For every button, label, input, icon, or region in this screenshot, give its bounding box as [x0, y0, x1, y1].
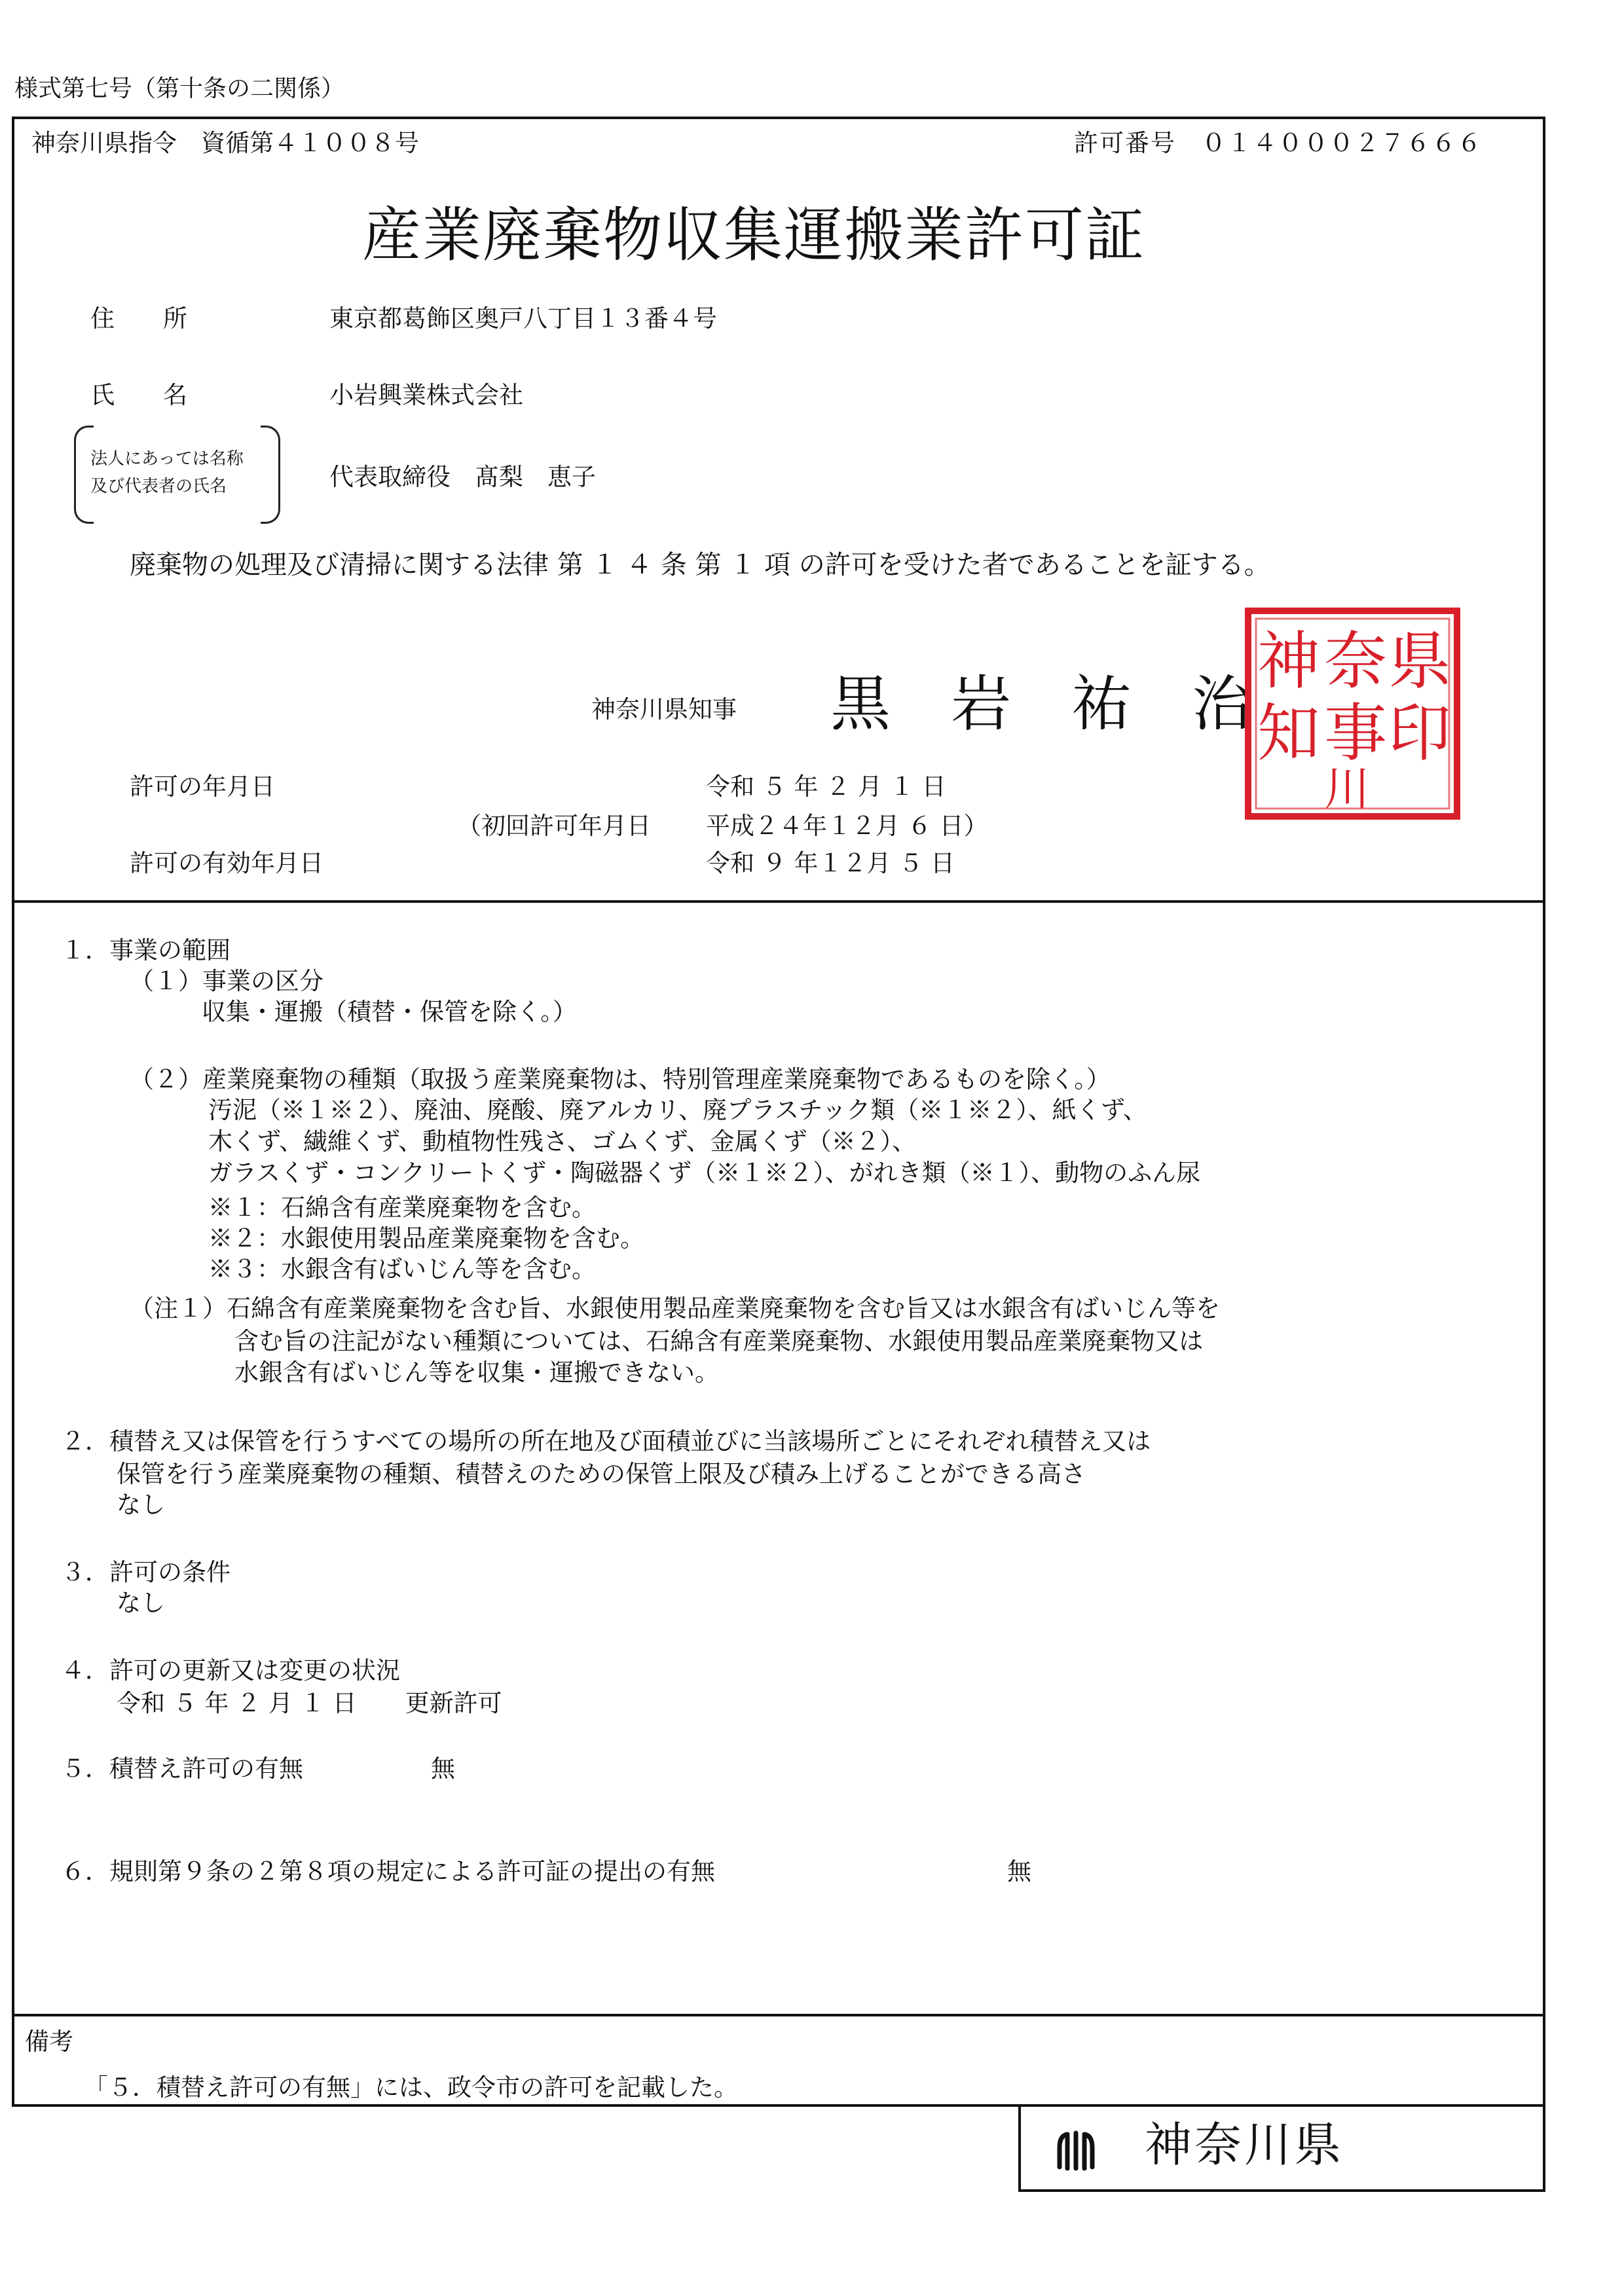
page-title: 産業廃棄物収集運搬業許可証 — [362, 201, 1145, 270]
section-2-heading-cont: 保管を行う産業廃棄物の種類、積替えのための保管上限及び積み上げることができる高さ — [117, 1460, 1086, 1488]
section-1-2-heading: （２）産業廃棄物の種類（取扱う産業廃棄物は、特別管理産業廃棄物であるものを除く。） — [130, 1065, 1111, 1093]
address-value: 東京都葛飾区奥戸八丁目１３番４号 — [329, 304, 717, 333]
svg-text:印: 印 — [1388, 697, 1451, 770]
section-5-value: 無 — [431, 1755, 455, 1783]
valid-date-value: 令和 ９ 年１２月 ５ 日 — [706, 849, 955, 877]
waste-types-line: 汚泥（※１※２）、廃油、廃酸、廃アルカリ、廃プラスチック類（※１※２）、紙くず、 — [208, 1096, 1147, 1124]
section-4-heading: ４．許可の更新又は変更の状況 — [61, 1656, 400, 1685]
svg-text:奈: 奈 — [1324, 625, 1387, 698]
note-line: （注１）石綿含有産業廃棄物を含む旨、水銀使用製品産業廃棄物を含む旨又は水銀含有ばいじん等を — [130, 1294, 1220, 1322]
svg-text:県: 県 — [1388, 625, 1451, 698]
permit-number: 許可番号 ０１４０００２７６６６ — [1074, 129, 1483, 157]
initial-permit-date: 平成２４年１２月 ６ 日） — [706, 812, 988, 840]
governor-title: 神奈川県知事 — [591, 695, 737, 723]
prefecture-emblem-icon — [1053, 2128, 1099, 2174]
section-2-heading: ２．積替え又は保管を行うすべての場所の所在地及び面積並びに当該場所ごとにそれぞれ積替え又は — [61, 1427, 1151, 1455]
bracket-right — [261, 426, 280, 524]
name-value: 小岩興業株式会社 — [329, 381, 523, 409]
representative-note-line2: 及び代表者の氏名 — [90, 477, 227, 496]
note-line: 水銀含有ばいじん等を収集・運搬できない。 — [234, 1358, 719, 1387]
svg-text:神: 神 — [1257, 625, 1320, 698]
section-3-heading: ３．許可の条件 — [61, 1558, 231, 1586]
bracket-left — [74, 426, 94, 524]
note-line: 含む旨の注記がない種類については、石綿含有産業廃棄物、水銀使用製品産業廃棄物又は — [234, 1327, 1204, 1355]
form-label: 様式第七号（第十条の二関係） — [14, 75, 345, 102]
governor-name: 黒 岩 祐 治 — [830, 669, 1253, 739]
remarks-label: 備考 — [25, 2028, 73, 2056]
representative-note-line1: 法人にあっては名称 — [90, 449, 244, 469]
initial-permit-label: （初回許可年月日 — [457, 812, 651, 840]
section-3-value: なし — [117, 1589, 165, 1617]
valid-date-label: 許可の有効年月日 — [130, 849, 323, 877]
section-5-heading: ５．積替え許可の有無 — [61, 1755, 303, 1783]
waste-types-line: 木くず、繊維くず、動植物性残さ、ゴムくず、金属くず（※２）、 — [208, 1127, 917, 1156]
footnote-line: ※３：水銀含有ばいじん等を含む。 — [208, 1255, 596, 1283]
permit-date-label: 許可の年月日 — [130, 773, 275, 801]
section-2-value: なし — [117, 1491, 165, 1519]
section-1-1-heading: （１）事業の区分 — [130, 967, 323, 995]
footnote-line: ※２：水銀使用製品産業廃棄物を含む。 — [208, 1224, 644, 1252]
waste-types-line: ガラスくず・コンクリートくず・陶磁器くず（※１※２）、がれき類（※１）、動物のふん尿 — [208, 1159, 1201, 1187]
section-1-heading: １．事業の範囲 — [61, 936, 231, 964]
issuer-name: 神奈川県 — [1145, 2117, 1344, 2172]
section-4-value: 令和 ５ 年 ２ 月 １ 日 更新許可 — [117, 1689, 502, 1717]
section-divider — [12, 900, 1545, 903]
footnote-line: ※１：石綿含有産業廃棄物を含む。 — [208, 1194, 596, 1222]
remarks-text: 「５．積替え許可の有無」には、政令市の許可を記載した。 — [84, 2073, 738, 2102]
permit-date-value: 令和 ５ 年 ２ 月 １ 日 — [706, 773, 946, 801]
representative-value: 代表取締役 髙梨 恵子 — [329, 463, 596, 491]
section-6-heading: ６．規則第９条の２第８項の規定による許可証の提出の有無 — [61, 1857, 715, 1886]
address-label: 住 所 — [90, 304, 187, 333]
section-6-value: 無 — [1007, 1857, 1031, 1886]
svg-text:事: 事 — [1324, 697, 1387, 770]
directive-number: 神奈川県指令 資循第４１００８号 — [31, 129, 419, 157]
official-seal-icon — [1243, 606, 1462, 822]
svg-text:知: 知 — [1257, 697, 1320, 770]
name-label: 氏 名 — [90, 381, 187, 409]
svg-text:川: 川 — [1324, 762, 1370, 816]
certification-statement: 廃棄物の処理及び清掃に関する法律 第 １ ４ 条 第 １ 項 の許可を受けた者であることを証する。 — [130, 550, 1270, 580]
section-1-1-value: 収集・運搬（積替・保管を除く。） — [202, 998, 577, 1026]
